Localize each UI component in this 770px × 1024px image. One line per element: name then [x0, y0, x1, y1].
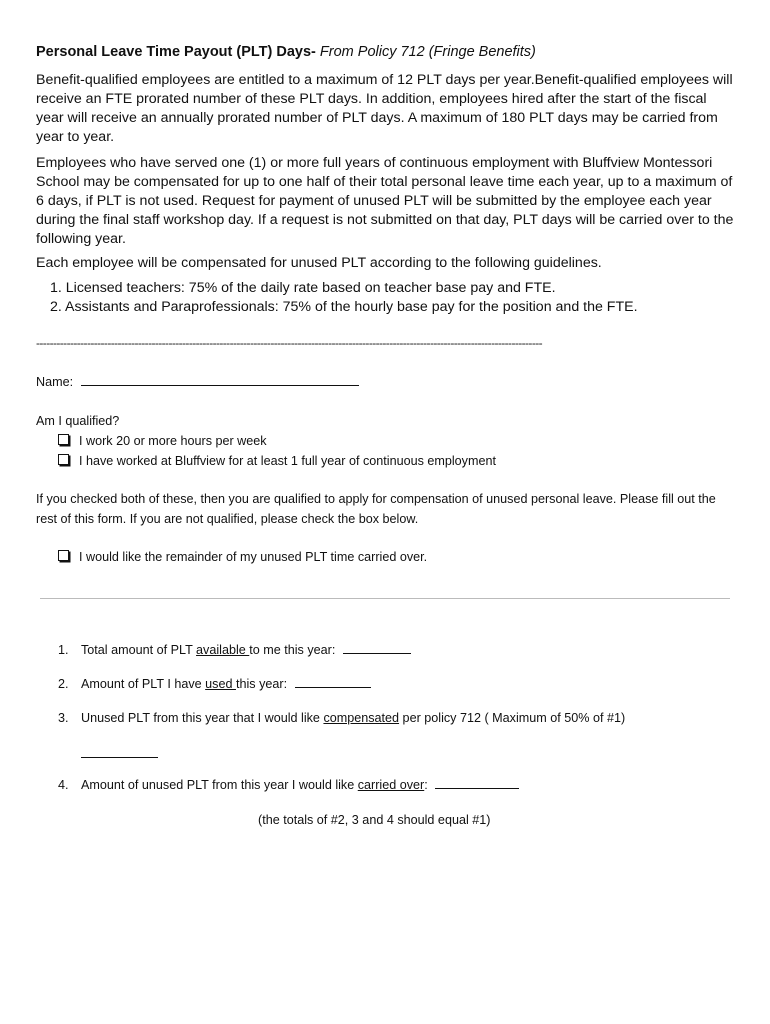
paragraph-benefits: Benefit-qualified employees are entitled to a maximum of 12 PLT days per year.Benefit-qualified employees will receive an FTE prorated number of these PLT days. In addition, employees hired after the start of the fiscal year will receive an annually prorated number of PLT days. A maximum of 180 PLT days may be carried from year to year.: [36, 72, 733, 145]
item-number: 2.: [58, 677, 69, 691]
name-label: Name:: [36, 375, 74, 389]
form-item-available: [58, 640, 411, 660]
item-text-end: to me this year:: [249, 643, 336, 657]
title-italic: From Policy 712 (Fringe Benefits): [319, 44, 536, 60]
used-field[interactable]: [295, 675, 371, 688]
item-text: Amount of unused PLT from this year I would like: [81, 778, 358, 792]
qualified-heading: Am I qualified?: [36, 414, 120, 428]
totals-note: (the totals of #2, 3 and 4 should equal #1): [258, 813, 491, 827]
item-underlined: used: [205, 677, 236, 691]
check-hours-label: I work 20 or more hours per week: [79, 434, 267, 448]
title-bold: Personal Leave Time Payout (PLT) Days-: [36, 44, 316, 60]
item-text-end: :: [424, 778, 428, 792]
page-title: [36, 44, 736, 60]
name-row: [36, 372, 359, 392]
item-underlined: compensated: [323, 711, 400, 725]
check-hours[interactable]: [58, 431, 267, 451]
item-underlined: available: [196, 643, 250, 657]
available-field[interactable]: [343, 641, 411, 654]
carried-over-field[interactable]: [435, 776, 519, 789]
check-carryover[interactable]: [58, 547, 427, 567]
form-item-carried-over: [58, 775, 519, 795]
item-text: Unused PLT from this year that I would like: [81, 711, 324, 725]
item-underlined: carried over: [357, 778, 425, 792]
form-item-used: [58, 674, 371, 694]
paragraph-guidelines-intro: Each employee will be compensated for unused PLT according to the following guidelines.: [36, 255, 602, 271]
dashed-divider: -----------------------------------------------------------------------------------------------------------------------------------------------------: [36, 336, 543, 350]
guidelines-list: [50, 279, 740, 317]
item-text: Total amount of PLT: [81, 643, 197, 657]
checkbox-icon[interactable]: [58, 454, 69, 465]
check-full-year-label: I have worked at Bluffview for at least 1 full year of continuous employment: [79, 454, 496, 468]
check-full-year[interactable]: [58, 451, 496, 471]
checkbox-icon[interactable]: [58, 434, 69, 445]
item-number: 4.: [58, 778, 69, 792]
guideline-licensed-teachers: 1. Licensed teachers: 75% of the daily rate based on teacher base pay and FTE.: [50, 280, 556, 296]
name-field[interactable]: [81, 373, 359, 386]
qualified-note: If you checked both of these, then you are qualified to apply for compensation of unused personal leave. Please fill out the rest of this form. If you are not qualified, please check the box below.: [36, 492, 716, 526]
checkbox-icon[interactable]: [58, 550, 69, 561]
horizontal-rule: [40, 598, 730, 599]
paragraph-compensation: Employees who have served one (1) or more full years of continuous employment with Bluffview Montessori School may be compensated for up to one half of their total personal leave time each year, up to a maximum of 6 days, if PLT is not used. Request for payment of unused PLT will be submitted by the employee each year during the final staff workshop day. If a request is not submitted on that day, PLT days will be carried over to the following year.: [36, 155, 734, 247]
guideline-assistants: 2. Assistants and Paraprofessionals: 75% of the hourly base pay for the position and the FTE.: [50, 299, 638, 315]
compensated-field[interactable]: [81, 745, 158, 758]
compensated-field-row: [81, 744, 158, 764]
item-text: Amount of PLT I have: [81, 677, 206, 691]
item-number: 3.: [58, 711, 69, 725]
item-text-end: this year:: [235, 677, 288, 691]
item-number: 1.: [58, 643, 69, 657]
check-carryover-label: I would like the remainder of my unused PLT time carried over.: [79, 550, 428, 564]
form-item-compensated: [58, 708, 625, 728]
item-text-end: per policy 712 ( Maximum of 50% of #1): [399, 711, 626, 725]
